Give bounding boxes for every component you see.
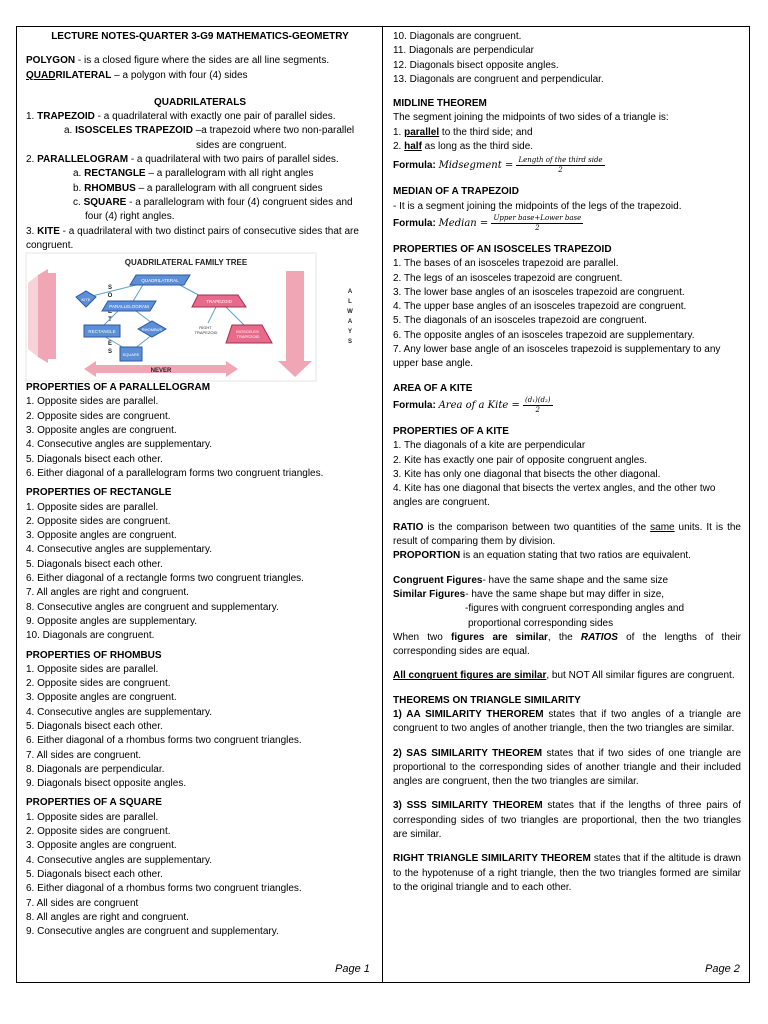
square-properties-continued-list: [393, 30, 741, 87]
congruent-similar-statement: All congruent figures are similar, but NOT All similar figures are congruent.: [393, 670, 735, 682]
list-item: 3. Opposite angles are congruent.: [26, 425, 177, 437]
list-item: 4. Consecutive angles are supplementary.: [26, 854, 213, 866]
list-item: 4. Consecutive angles are supplementary.: [26, 706, 213, 718]
list-item: 10. Diagonals are congruent.: [26, 630, 155, 642]
list-item: 6. Either diagonal of a parallelogram forms two congruent triangles.: [26, 467, 324, 479]
rhombus-properties-list: [26, 663, 374, 792]
list-item: 2. Opposite sides are congruent.: [26, 678, 171, 690]
similar-figures-definition: Similar Figures- have the same shape but may differ in size,: [393, 588, 665, 600]
list-item: 5. Diagonals bisect each other.: [26, 558, 163, 570]
congruent-figures-definition: Congruent Figures- have the same shape and the same size: [393, 574, 669, 586]
square-properties-list: [26, 811, 374, 940]
median-heading: MEDIAN OF A TRAPEZOID: [393, 186, 519, 198]
page-1-column: [26, 30, 374, 939]
list-item: 1. Opposite sides are parallel.: [26, 663, 159, 675]
kite-definition: 3. KITE - a quadrilateral with two distinct pairs of consecutive sides that are congruent.: [26, 225, 359, 251]
list-item: 7. All angles are right and congruent.: [26, 587, 189, 599]
quadrilateral-definition: QUADRILATERAL – a polygon with four (4) sides: [26, 69, 248, 81]
list-item: 1. The bases of an isosceles trapezoid are parallel.: [393, 258, 619, 270]
list-item: 11. Diagonals are perpendicular: [393, 45, 535, 57]
quadrilaterals-heading: QUADRILATERALS: [153, 96, 247, 108]
list-item: 12. Diagonals bisect opposite angles.: [393, 59, 559, 71]
list-item: 5. Diagonals bisect each other.: [26, 868, 163, 880]
svg-text:RHOMBUS: RHOMBUS: [141, 327, 163, 333]
rectangle-properties-heading: PROPERTIES OF RECTANGLE: [26, 487, 172, 499]
list-item: 2. Kite has exactly one pair of opposite congruent angles.: [393, 454, 648, 466]
list-item: 2. The legs of an isosceles trapezoid are congruent.: [393, 272, 623, 284]
svg-text:QUADRILATERAL: QUADRILATERAL: [141, 278, 179, 284]
rectangle-properties-list: [26, 501, 374, 644]
list-item: 1. The diagonals of a kite are perpendicular: [393, 440, 586, 452]
square-definition: c. SQUARE - a parallelogram with four (4) congruent sides and: [73, 196, 353, 208]
list-item: 6. The opposite angles of an isosceles trapezoid are supplementary.: [393, 329, 695, 341]
right-trapezoid-label: RIGHT TRAPEZOID: [194, 325, 218, 336]
page-2-number: Page 2: [705, 963, 740, 975]
always-label: ALWAYS: [293, 289, 353, 296]
midline-intro: The segment joining the midpoints of two sides of a triangle is:: [393, 112, 669, 124]
kite-properties-list: [393, 439, 741, 510]
list-item: 4. The upper base angles of an isosceles trapezoid are congruent.: [393, 301, 687, 313]
svg-text:ISOSCELES TRAPEZOID: ISOSCELES TRAPEZOID: [236, 329, 260, 340]
rectangle-definition: a. RECTANGLE – a parallelogram with all right angles: [73, 168, 314, 180]
list-item: 3. Opposite angles are congruent.: [26, 840, 177, 852]
list-item: 5. Diagonals bisect each other.: [26, 720, 163, 732]
parallelogram-definition: 2. PARALLELOGRAM - a quadrilateral with two pairs of parallel sides.: [26, 154, 339, 166]
square-definition-cont: four (4) right angles.: [85, 211, 175, 223]
trapezoid-definition: 1. TRAPEZOID - a quadrilateral with exactly one pair of parallel sides.: [26, 111, 336, 123]
quadrilateral-family-tree-figure: [26, 253, 353, 381]
list-item: 9. Opposite angles are supplementary.: [26, 615, 198, 627]
list-item: 13. Diagonals are congruent and perpendicular.: [393, 73, 604, 85]
list-item: 6. Either diagonal of a rectangle forms two congruent triangles.: [26, 573, 304, 585]
midline-item-2: 2. half as long as the third side.: [393, 141, 534, 153]
polygon-definition: POLYGON - is a closed figure where the sides are all line segments.: [26, 55, 330, 67]
list-item: 6. Either diagonal of a rhombus forms two congruent triangles.: [26, 883, 302, 895]
list-item: 5. Diagonals bisect each other.: [26, 453, 163, 465]
rhombus-definition: b. RHOMBUS – a parallelogram with all congruent sides: [73, 182, 323, 194]
kite-properties-heading: PROPERTIES OF A KITE: [393, 425, 509, 437]
sometimes-label: SOMETIMES: [41, 285, 113, 292]
median-formula: Formula: Median = $\frac{\text{Upper base+Lower base}}{2}$: [393, 213, 582, 232]
list-item: 1. Opposite sides are parallel.: [26, 501, 159, 513]
list-item: 9. Consecutive angles are congruent and supplementary.: [26, 926, 279, 938]
isosceles-properties-heading: PROPERTIES OF AN ISOSCELES TRAPEZOID: [393, 243, 612, 255]
midline-formula: Formula: Midsegment = $\frac{\text{Length of the third side}}{2}$: [393, 156, 603, 175]
family-tree-diagram: [26, 253, 353, 381]
isosceles-properties-list: [393, 257, 741, 371]
svg-text:KITE: KITE: [81, 297, 91, 303]
page-1-number: Page 1: [335, 963, 370, 975]
list-item: 1. Opposite sides are parallel.: [26, 811, 159, 823]
list-item: 2. Opposite sides are congruent.: [26, 826, 171, 838]
list-item: 3. Opposite angles are congruent.: [26, 530, 177, 542]
page-2-column: [393, 30, 741, 895]
list-item: 3. The lower base angles of an isosceles trapezoid are congruent.: [393, 286, 685, 298]
parallelogram-properties-list: [26, 395, 374, 481]
list-item: 8. Diagonals are perpendicular.: [26, 763, 165, 775]
aa-similarity-theorem: 1) AA SIMILARITY THEROREM states that if two angles of a triangle are congruent to two angles of another triangle, then the two triangles are similar.: [393, 708, 742, 735]
list-item: 8. All angles are right and congruent.: [26, 911, 189, 923]
sss-similarity-theorem: 3) SSS SIMILARITY THEOREM states that if the lengths of three pairs of corresponding sides of two triangles are proportional, then the two triangles are similar.: [393, 800, 741, 841]
svg-text:TRAPEZOID: TRAPEZOID: [206, 299, 232, 305]
similar-figures-sub-1: -figures with congruent corresponding angles and: [465, 603, 685, 615]
isosceles-trapezoid-definition: a. ISOSCELES TRAPEZOID –a trapezoid where two non-parallel: [64, 125, 355, 137]
document-title: LECTURE NOTES-QUARTER 3-G9 MATHEMATICS-GEOMETRY: [51, 31, 349, 42]
rhombus-properties-heading: PROPERTIES OF RHOMBUS: [26, 649, 162, 661]
isosceles-trapezoid-definition-cont: sides are congruent.: [196, 139, 287, 151]
svg-text:SQUARE: SQUARE: [122, 352, 140, 358]
similar-figures-sub-2: proportional corresponding sides: [468, 617, 614, 629]
family-tree-title: QUADRILATERAL FAMILY TREE: [124, 258, 248, 268]
list-item: 7. Any lower base angle of an isosceles trapezoid is supplementary to any upper base angle.: [393, 344, 721, 370]
kite-area-heading: AREA OF A KITE: [393, 382, 473, 394]
square-properties-heading: PROPERTIES OF A SQUARE: [26, 797, 162, 809]
svg-text:RECTANGLE: RECTANGLE: [88, 329, 116, 335]
list-item: 2. Opposite sides are congruent.: [26, 410, 171, 422]
column-divider: [382, 26, 383, 983]
proportion-definition: PROPORTION is an equation stating that two ratios are equivalent.: [393, 550, 691, 562]
sometimes-arrow: [38, 269, 56, 363]
list-item: 7. All sides are congruent.: [26, 749, 142, 761]
midline-item-1: 1. parallel to the third side; and: [393, 126, 533, 138]
list-item: 3. Kite has only one diagonal that bisects the other diagonal.: [393, 468, 661, 480]
list-item: 6. Either diagonal of a rhombus forms two congruent triangles.: [26, 735, 302, 747]
similar-ratio-statement: When two figures are similar, the RATIOS of the lengths of their corresponding sides are equal.: [393, 631, 741, 658]
list-item: 4. Consecutive angles are supplementary.: [26, 439, 213, 451]
median-definition: - It is a segment joining the midpoints of the legs of the trapezoid.: [393, 200, 682, 212]
parallelogram-properties-heading: PROPERTIES OF A PARALLELOGRAM: [26, 382, 211, 394]
list-item: 3. Opposite angles are congruent.: [26, 692, 177, 704]
never-label: NEVER: [150, 368, 172, 375]
ratio-definition: RATIO is the comparison between two quantities of the same units. It is the result of comparing them by division.: [393, 521, 741, 548]
list-item: 1. Opposite sides are parallel.: [26, 396, 159, 408]
svg-text:PARALLELOGRAM: PARALLELOGRAM: [109, 304, 149, 310]
list-item: 9. Diagonals bisect opposite angles.: [26, 778, 187, 790]
kite-area-formula: Formula: Area of a Kite = $\frac{\text{(d₁)(d₂)}}{2}$: [393, 395, 551, 414]
list-item: 2. Opposite sides are congruent.: [26, 515, 171, 527]
list-item: 4. Consecutive angles are supplementary.: [26, 544, 213, 556]
triangle-similarity-heading: THEOREMS ON TRIANGLE SIMILARITY: [393, 694, 581, 706]
list-item: 5. The diagonals of an isosceles trapezoid are congruent.: [393, 315, 647, 327]
midline-theorem-heading: MIDLINE THEOREM: [393, 98, 487, 110]
list-item: 8. Consecutive angles are congruent and supplementary.: [26, 601, 279, 613]
list-item: 4. Kite has one diagonal that bisects the vertex angles, and the other two angles are congruent.: [393, 483, 716, 509]
list-item: 7. All sides are congruent: [26, 897, 139, 909]
right-triangle-similarity-theorem: RIGHT TRIANGLE SIMILARITY THEOREM states that if the altitude is drawn to the hypotenuse of a right triangle, then the two triangles formed are similar to the original triangle and to each other.: [393, 853, 741, 893]
sas-similarity-theorem: 2) SAS SIMILARITY THEOREM states that if two sides of one triangle are proportional to the corresponding sides of another triangle and their included angles are congruent, then the two triangles are similar.: [393, 747, 742, 788]
list-item: 10. Diagonals are congruent.: [393, 31, 522, 42]
